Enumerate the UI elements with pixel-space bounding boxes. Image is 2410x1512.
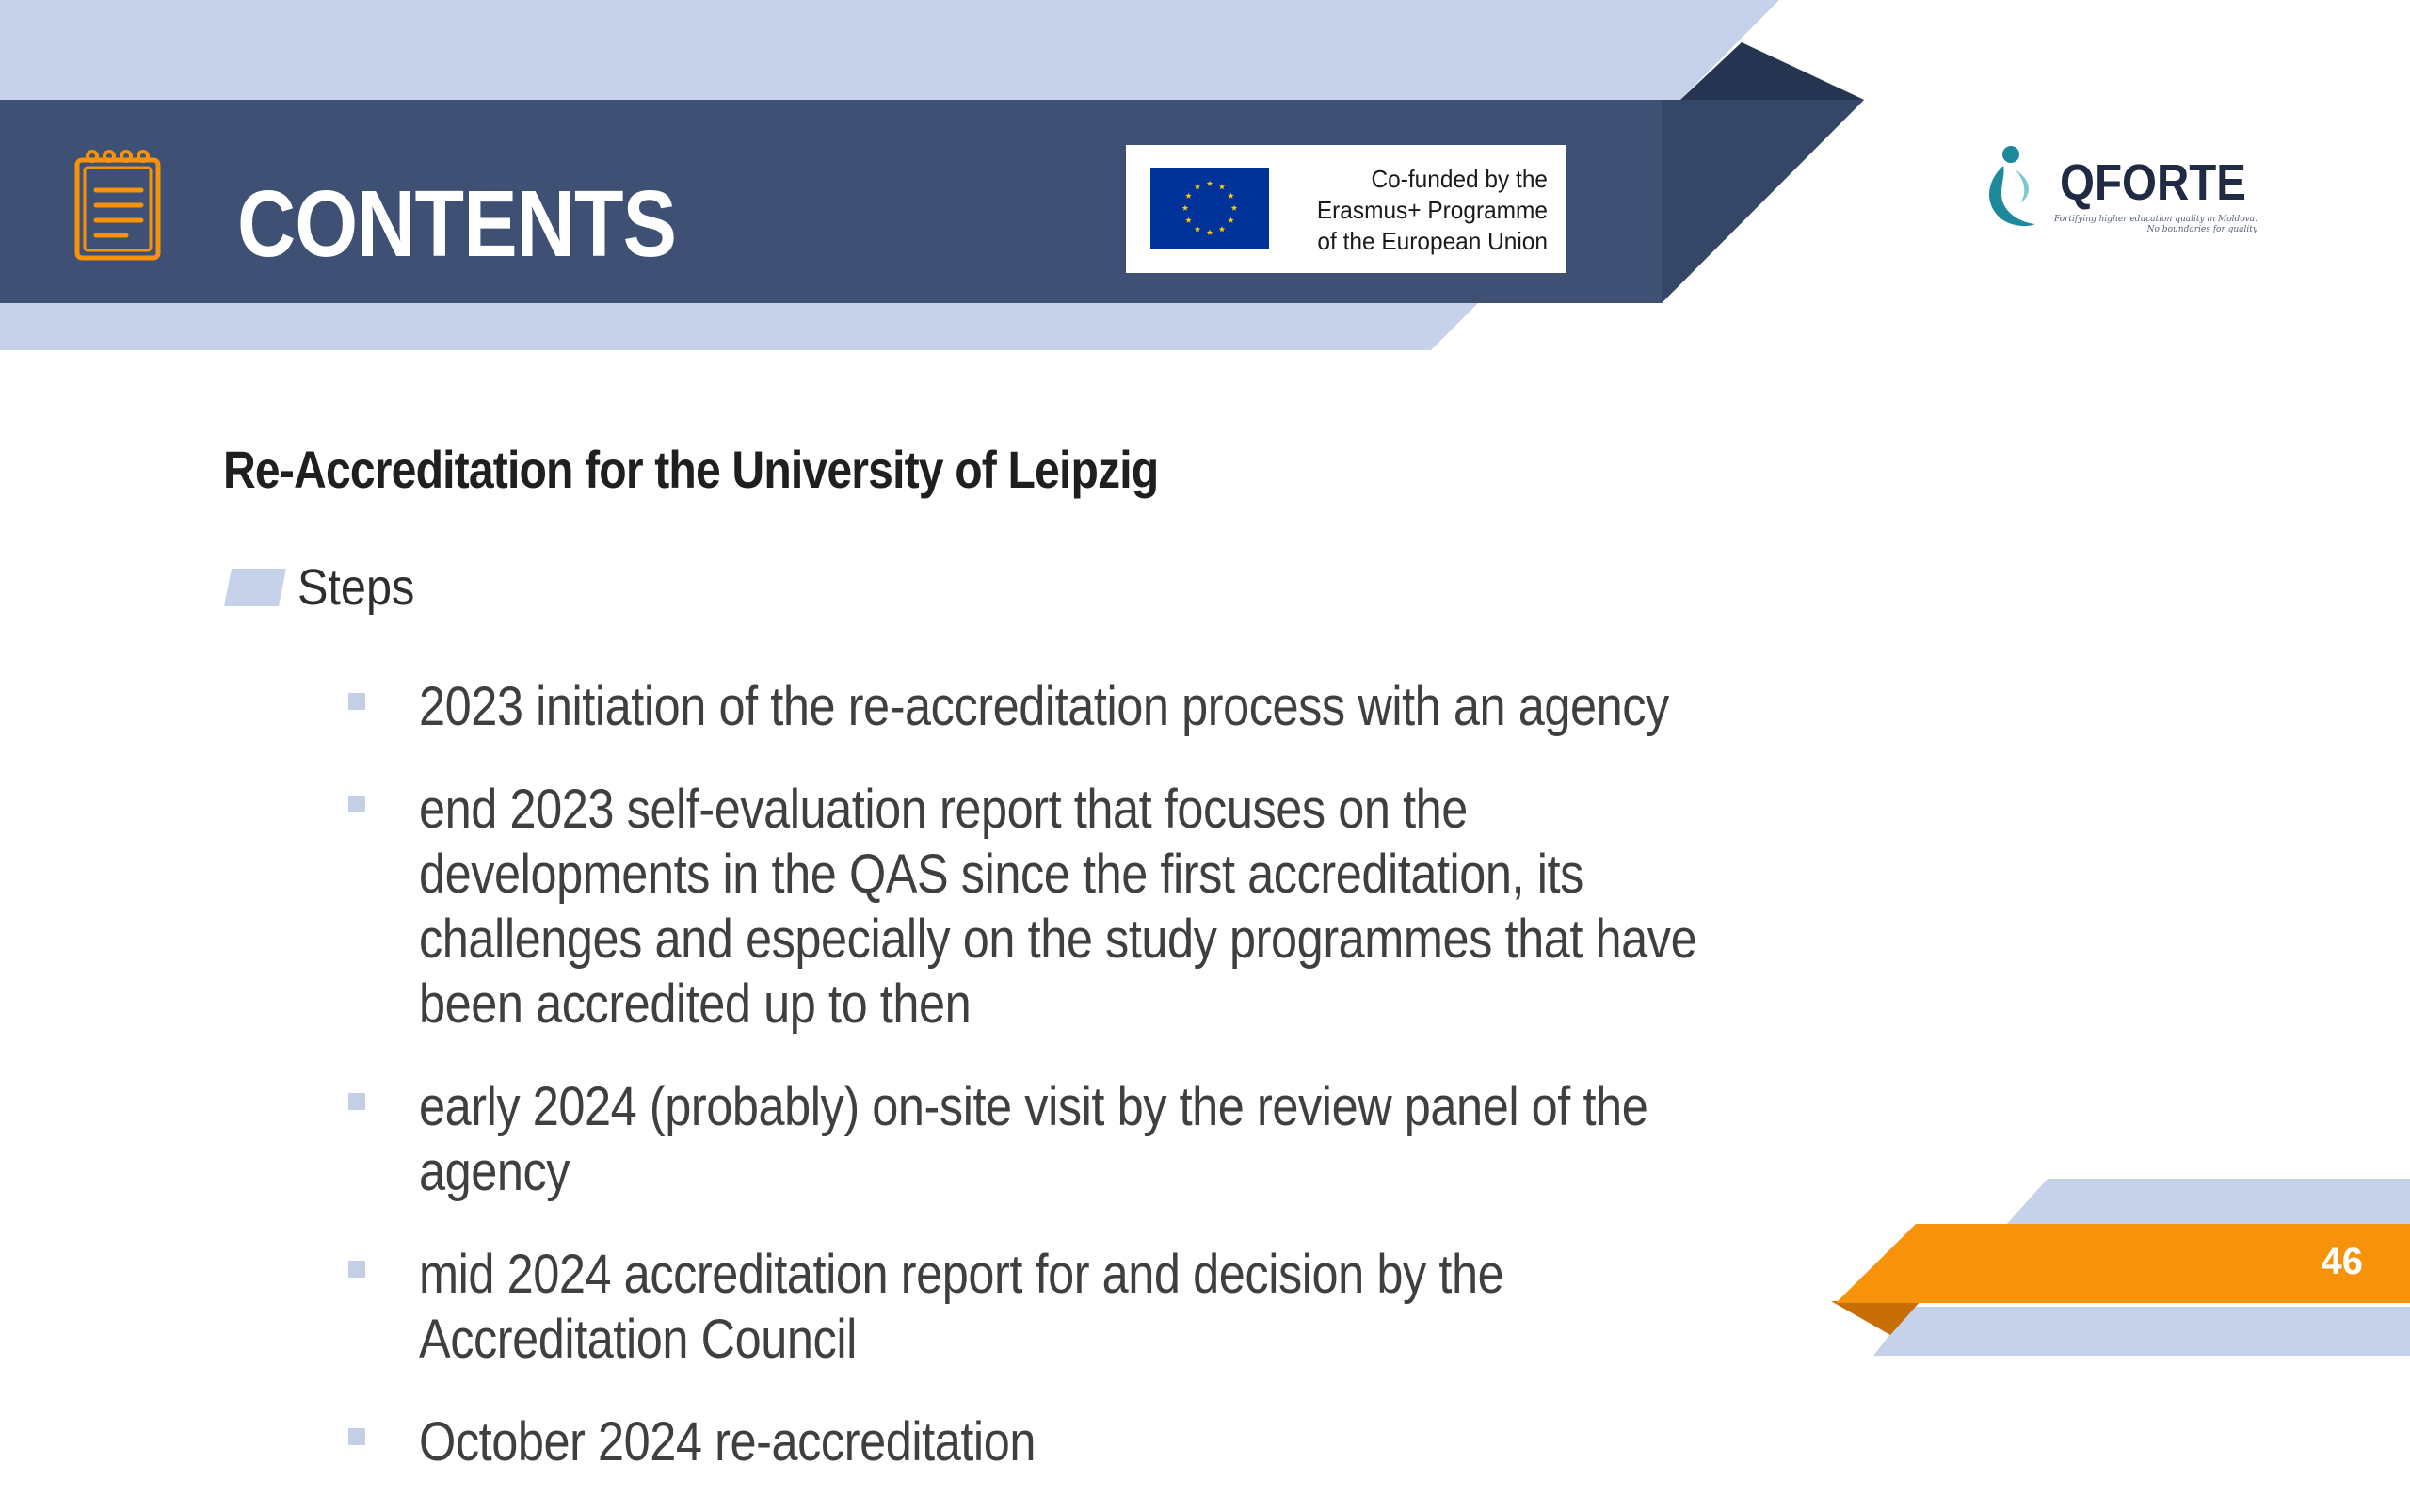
content-subtitle: Re-Accreditation for the University of Leipzig <box>223 440 1159 499</box>
list-item <box>348 777 2137 1037</box>
step-text: mid 2024 accreditation report for and decision by the Accreditation Council <box>419 1244 1504 1370</box>
header-light-band <box>0 0 1779 100</box>
eu-cofunding-text <box>1307 164 1548 257</box>
eu-cofunding-badge <box>1126 145 1566 273</box>
qforte-tagline-line: No boundaries for quality <box>2146 225 2257 234</box>
qforte-logo <box>1977 141 2259 245</box>
qforte-wordmark: QFORTE <box>2060 154 2246 211</box>
page-title: CONTENTS <box>237 171 677 277</box>
square-bullet-icon <box>348 1428 365 1445</box>
header-light-underband <box>0 303 1478 350</box>
square-bullet-icon <box>348 1093 365 1110</box>
qforte-tagline-line: Fortifying higher education quality in Moldova. <box>2053 215 2257 224</box>
square-bullet-icon <box>348 796 365 812</box>
step-text: 2023 initiation of the re-accreditation process with an agency <box>419 676 1669 737</box>
step-text: October 2024 re-accreditation <box>419 1411 1036 1472</box>
eu-text-line: Erasmus+ Programme <box>1316 196 1548 224</box>
header-dark-band-edge <box>1662 100 1864 303</box>
section-heading: Steps <box>297 559 415 616</box>
square-bullet-icon <box>348 1261 365 1278</box>
list-item <box>348 674 2137 739</box>
list-item <box>348 1074 2137 1204</box>
eu-text-line: of the European Union <box>1317 227 1548 255</box>
eu-text-line: Co-funded by the <box>1371 165 1548 193</box>
eu-flag-icon <box>1150 168 1269 249</box>
step-text: early 2024 (probably) on-site visit by the review panel of the agency <box>419 1076 1648 1202</box>
qforte-tagline <box>2043 215 2257 235</box>
square-bullet-icon <box>348 693 365 710</box>
section-marker-icon <box>224 569 286 606</box>
page-number: 46 <box>2321 1241 2363 1282</box>
steps-list <box>348 674 2137 1512</box>
step-text: end 2023 self-evaluation report that focuses on the developments in the QAS since the first accreditation, its challenges and especially on the study programmes that have been accredited up to then <box>419 779 1697 1035</box>
list-item <box>348 1409 2137 1474</box>
list-item <box>348 1242 2137 1372</box>
notebook-icon <box>73 149 164 262</box>
